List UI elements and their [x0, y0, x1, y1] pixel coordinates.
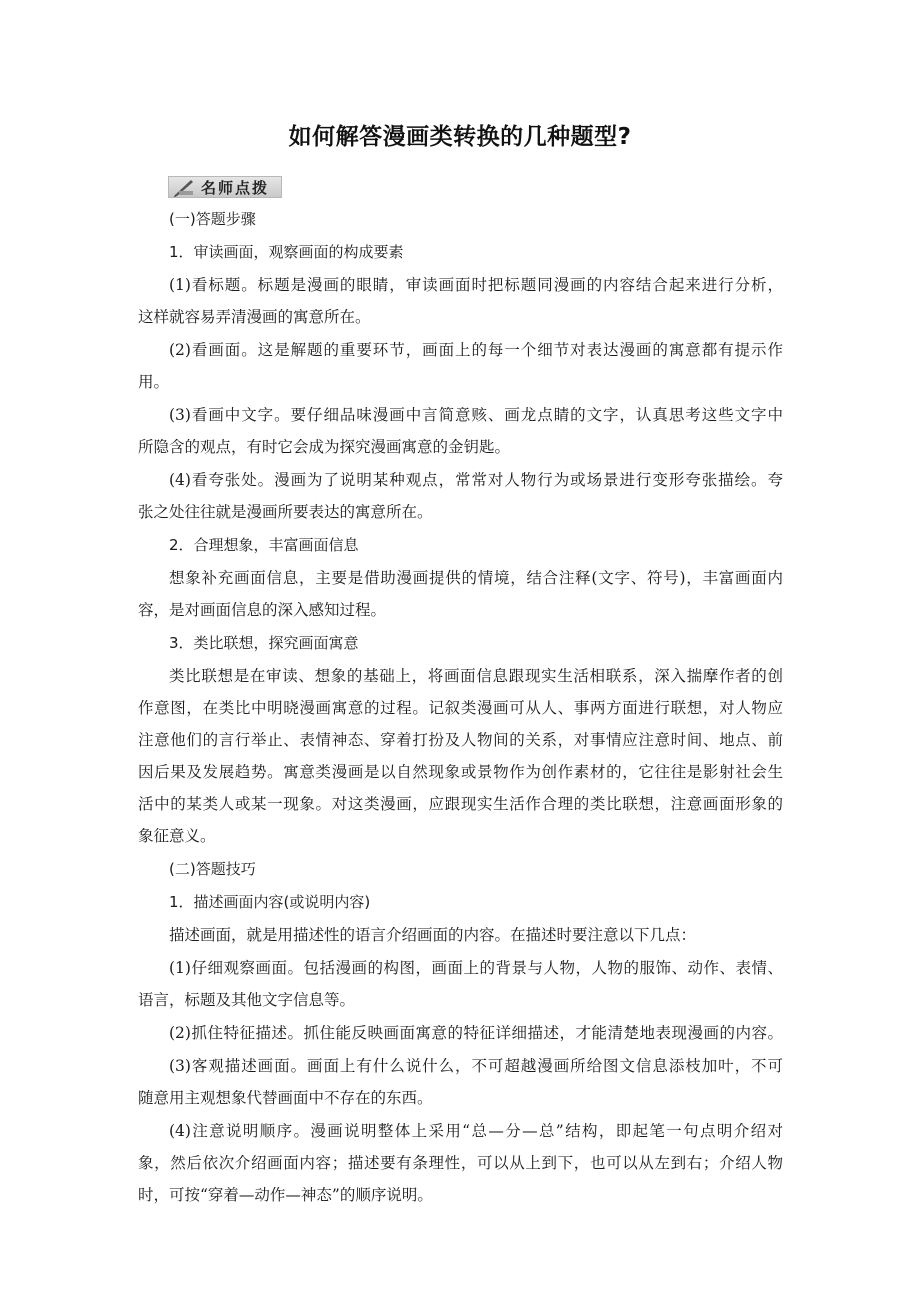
paragraph-line: 因后果及发展趋势。寓意类漫画是以自然现象或景物作为创作素材的，它往往是影射社会生 [138, 763, 783, 781]
paragraph-line: 这样就容易弄清漫画的寓意所在。 [138, 308, 371, 326]
paragraph-line: 描述画面，就是用描述性的语言介绍画面的内容。在描述时要注意以下几点： [169, 926, 697, 944]
paragraph-line: 语言，标题及其他文字信息等。 [138, 991, 356, 1009]
section-heading: (一)答题步骤 [169, 210, 256, 228]
paragraph-line: 想象补充画面信息，主要是借助漫画提供的情境，结合注释(文字、符号)，丰富画面内 [169, 569, 783, 587]
paragraph-line: 象征意义。 [138, 827, 216, 845]
paragraph-line: 容，是对画面信息的深入感知过程。 [138, 601, 387, 619]
paragraph-line: 活中的某类人或某一现象。对这类漫画，应跟现实生活作合理的类比联想，注意画面形象的 [138, 795, 783, 813]
paragraph-line: (4)看夸张处。漫画为了说明某种观点，常常对人物行为或场景进行变形夸张描绘。夸 [169, 471, 783, 489]
paragraph-line: 类比联想是在审读、想象的基础上，将画面信息跟现实生活相联系，深入揣摩作者的创 [169, 667, 783, 685]
paragraph-line: (3)看画中文字。要仔细品味漫画中言简意赅、画龙点睛的文字，认真思考这些文字中 [169, 406, 783, 424]
paragraph-line: 所隐含的观点，有时它会成为探究漫画寓意的金钥匙。 [138, 438, 511, 456]
paragraph-line: (2)抓住特征描述。抓住能反映画面寓意的特征详细描述，才能清楚地表现漫画的内容。 [169, 1024, 783, 1042]
paragraph-line: 时，可按“穿着—动作—神态”的顺序说明。 [138, 1186, 433, 1204]
page-title: 如何解答漫画类转换的几种题型? [288, 124, 632, 150]
badge-label: 名师点拨 [201, 178, 270, 197]
paragraph-line: 作意图，在类比中明晓漫画寓意的过程。记叙类漫画可从人、事两方面进行联想，对人物应 [138, 699, 783, 717]
paragraph-line: (3)客观描述画面。画面上有什么说什么，不可超越漫画所给图文信息添枝加叶，不可 [169, 1057, 783, 1075]
pen-icon [173, 177, 195, 197]
paragraph-line: (1)看标题。标题是漫画的眼睛，审读画面时把标题同漫画的内容结合起来进行分析， [169, 276, 783, 294]
step-heading: 3．类比联想，探究画面寓意 [169, 634, 359, 652]
paragraph-line: (4)注意说明顺序。漫画说明整体上采用“总—分—总”结构，即起笔一句点明介绍对 [169, 1122, 783, 1140]
paragraph-line: 注意他们的言行举止、表情神态、穿着打扮及人物间的关系，对事情应注意时间、地点、前 [138, 731, 783, 749]
paragraph-line: 张之处往往就是漫画所要表达的寓意所在。 [138, 503, 433, 521]
step-heading: 1．描述画面内容(或说明内容) [169, 893, 371, 911]
paragraph-line: 随意用主观想象代替画面中不存在的东西。 [138, 1089, 433, 1107]
paragraph-line: (1)仔细观察画面。包括漫画的构图，画面上的背景与人物，人物的服饰、动作、表情、 [169, 959, 783, 977]
section-heading: (二)答题技巧 [169, 860, 256, 878]
paragraph-line: (2)看画面。这是解题的重要环节，画面上的每一个细节对表达漫画的寓意都有提示作 [169, 341, 783, 359]
paragraph-line: 用。 [138, 373, 170, 391]
step-heading: 1．审读画面，观察画面的构成要素 [169, 243, 404, 261]
paragraph-line: 象，然后依次介绍画面内容；描述要有条理性，可以从上到下，也可以从左到右；介绍人物 [138, 1154, 783, 1172]
step-heading: 2．合理想象，丰富画面信息 [169, 536, 359, 554]
section-badge [168, 176, 282, 198]
